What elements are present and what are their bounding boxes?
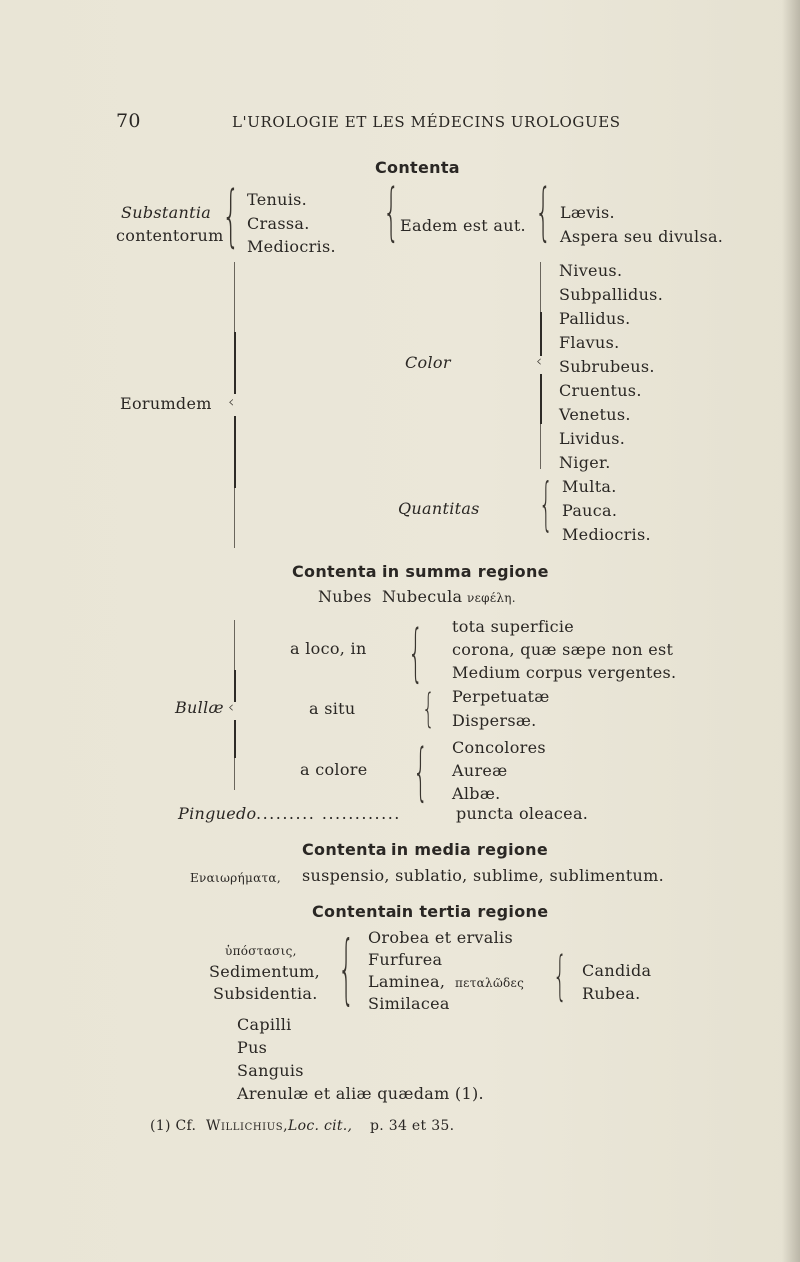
tertia-list-3: Sanguis	[237, 1061, 304, 1080]
page-edge-shadow	[782, 0, 800, 1262]
quantitas-item-2: Pauca.	[562, 501, 618, 520]
tertia-left-greek: ὑπόστασις,	[225, 944, 297, 958]
nubes-label: Nubes	[318, 587, 372, 606]
color-item-1: Niveus.	[559, 261, 623, 280]
color-brace-point: ‹	[536, 352, 542, 370]
tertia-middle-1: Orobea et ervalis	[368, 928, 513, 947]
bullae-brace-top	[234, 620, 235, 670]
eorumdem-brace-upper	[234, 332, 236, 394]
summa-heading-b: in summa regione	[382, 562, 549, 581]
footnote-mark: (1) Cf.	[150, 1118, 197, 1134]
bullae-brace-upper	[234, 670, 236, 702]
loco-label: a loco, in	[290, 639, 367, 658]
loco-item-2: corona, quæ sæpe non est	[452, 640, 674, 659]
pinguedo-leader: ......... ............	[256, 804, 401, 823]
tertia-left-3: Subsidentia.	[213, 984, 318, 1003]
tertia-list-2: Pus	[237, 1038, 268, 1057]
tertia-middle-3: Laminea,	[368, 972, 446, 991]
color-label: Color	[405, 353, 451, 372]
nubes-greek: νεφέλη.	[467, 591, 516, 605]
eadem-left-brace: {	[383, 178, 400, 250]
color-item-4: Flavus.	[559, 333, 620, 352]
summa-heading-a: Contenta	[292, 562, 377, 581]
color-item-6: Cruentus.	[559, 381, 642, 400]
nubecula-label: Nubecula	[382, 587, 463, 606]
eadem-label: Eadem est aut.	[400, 216, 526, 235]
quantitas-brace: {	[539, 474, 553, 539]
substantia-item-3: Mediocris.	[247, 237, 336, 256]
eorumdem-brace-point: ‹	[228, 392, 235, 411]
color-item-2: Subpallidus.	[559, 285, 664, 304]
color-brace-lower	[540, 374, 542, 424]
colore-item-1: Concolores	[452, 738, 546, 757]
tertia-left-2: Sedimentum,	[209, 962, 321, 981]
color-brace-top	[540, 262, 541, 312]
situ-item-1: Perpetuatæ	[452, 687, 550, 706]
eorumdem-label: Eorumdem	[120, 394, 212, 413]
tertia-right-1: Candida	[582, 961, 652, 980]
substantia-item-2: Crassa.	[247, 214, 310, 233]
media-text: suspensio, sublatio, sublime, sublimentum.	[302, 866, 664, 885]
quantitas-label: Quantitas	[398, 499, 480, 518]
pinguedo-value: puncta oleacea.	[456, 804, 589, 823]
color-item-9: Niger.	[559, 453, 611, 472]
media-greek: Εναιωρήματα,	[190, 871, 281, 885]
quantitas-item-3: Mediocris.	[562, 525, 651, 544]
loco-item-1: tota superficie	[452, 617, 575, 636]
color-item-7: Venetus.	[559, 405, 631, 424]
footnote-loc: Loc. cit.,	[288, 1118, 353, 1134]
tertia-middle-4: Similacea	[368, 994, 450, 1013]
tertia-middle-greek: πεταλῶδες	[455, 976, 525, 990]
color-brace-upper	[540, 312, 542, 356]
situ-item-2: Dispersæ.	[452, 711, 537, 730]
footnote-pages: p. 34 et 35.	[370, 1118, 455, 1134]
tertia-middle-2: Furfurea	[368, 950, 443, 969]
color-item-8: Lividus.	[559, 429, 626, 448]
eadem-item-2: Aspera seu divulsa.	[560, 227, 724, 246]
situ-label: a situ	[309, 699, 356, 718]
bullae-brace-point: ‹	[228, 698, 234, 716]
loco-item-3: Medium corpus vergentes.	[452, 663, 677, 682]
tertia-right-2: Rubea.	[582, 984, 641, 1003]
running-title: L'UROLOGIE ET LES MÉDECINS UROLOGUES	[232, 113, 621, 131]
eadem-right-brace: {	[535, 178, 552, 250]
eorumdem-brace-top	[234, 262, 235, 332]
tertia-list-4: Arenulæ et aliæ quædam (1).	[237, 1084, 484, 1103]
bullae-label: Bullæ	[175, 698, 224, 717]
tertia-middle-brace: {	[338, 928, 355, 1015]
eorumdem-brace-bottom	[234, 488, 235, 548]
media-heading-b: in media regione	[391, 840, 548, 859]
color-item-5: Subrubeus.	[559, 357, 655, 376]
colore-brace: {	[413, 736, 429, 809]
situ-brace: {	[422, 684, 435, 732]
tertia-heading-a: Contenta	[312, 902, 397, 921]
tertia-right-brace: {	[553, 948, 567, 1008]
bullae-brace-lower	[234, 720, 236, 758]
bullae-brace-bottom	[234, 758, 235, 790]
substantia-item-1: Tenuis.	[247, 190, 308, 209]
eorumdem-brace-lower	[234, 416, 236, 488]
footnote-author: Willichius,	[206, 1118, 289, 1134]
colore-item-2: Aureæ	[452, 761, 508, 780]
loco-brace: {	[408, 617, 424, 690]
contenta-heading: Contenta	[375, 158, 460, 177]
quantitas-item-1: Multa.	[562, 477, 617, 496]
tertia-heading-b: in tertia regione	[396, 902, 549, 921]
color-item-3: Pallidus.	[559, 309, 631, 328]
tertia-list-1: Capilli	[237, 1015, 292, 1034]
pinguedo-label: Pinguedo	[178, 804, 257, 823]
contentorum-label: contentorum	[116, 226, 224, 245]
colore-label: a colore	[300, 760, 368, 779]
eadem-item-1: Lævis.	[560, 203, 615, 222]
page-number: 70	[116, 110, 141, 132]
colore-item-3: Albæ.	[452, 784, 501, 803]
media-heading-a: Contenta	[302, 840, 387, 859]
substantia-brace: {	[222, 176, 240, 256]
color-brace-bottom	[540, 424, 541, 469]
substantia-label: Substantia	[121, 203, 212, 222]
